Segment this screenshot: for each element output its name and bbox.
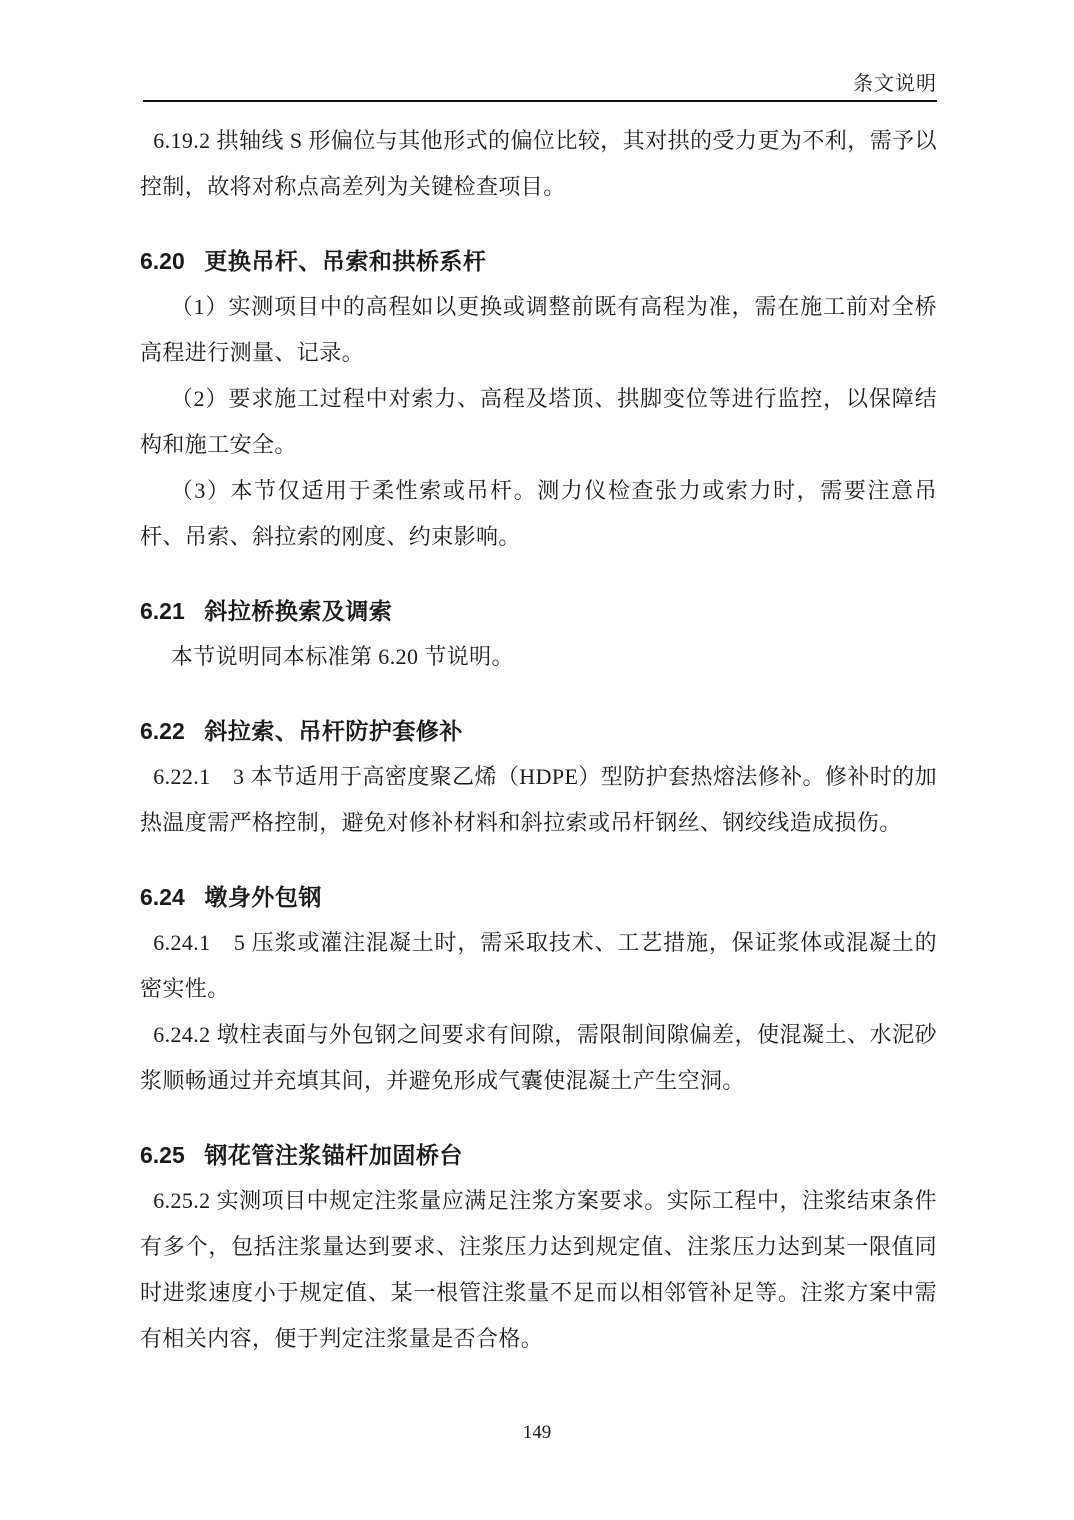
clause-6-25-2: 6.25.2 实测项目中规定注浆量应满足注浆方案要求。实际工程中，注浆结束条件有多个，包括注浆量达到要求、注浆压力达到规定值、注浆压力达到某一限值同时进浆速度小于规定值、某一根管注浆量不足而以相邻管补足等。注浆方案中需有相关内容，便于判定注浆量是否合格。: [140, 1188, 937, 1351]
item-6-20-2: （2）要求施工过程中对索力、高程及塔顶、拱脚变位等进行监控，以保障结构和施工安全。: [140, 386, 937, 457]
section-title: 斜拉索、吊杆防护套修补: [204, 718, 463, 744]
section-number: 6.21: [140, 598, 185, 624]
section-number: 6.25: [140, 1142, 185, 1168]
document-body: [140, 102, 937, 1362]
section-heading-6-21: [140, 588, 937, 634]
clause-6-24-1: 6.24.1 5 压浆或灌注混凝土时，需采取技术、工艺措施，保证浆体或混凝土的密实性。: [140, 930, 937, 1001]
running-title: 条文说明: [853, 73, 937, 95]
section-number: 6.22: [140, 718, 185, 744]
page-footer: [0, 1423, 1074, 1443]
section-number: 6.20: [140, 248, 185, 274]
item-6-20-3: （3）本节仅适用于柔性索或吊杆。测力仪检查张力或索力时，需要注意吊杆、吊索、斜拉索的刚度、约束影响。: [140, 478, 937, 549]
clause-6-22-1: 6.22.1 3 本节适用于高密度聚乙烯（HDPE）型防护套热熔法修补。修补时的加热温度需严格控制，避免对修补材料和斜拉索或吊杆钢丝、钢绞线造成损伤。: [140, 764, 937, 835]
section-title: 墩身外包钢: [204, 884, 322, 910]
clause-6-19-2: 6.19.2 拱轴线 S 形偏位与其他形式的偏位比较，其对拱的受力更为不利，需予以控制，故将对称点高差列为关键检查项目。: [140, 128, 937, 199]
section-heading-6-25: [140, 1132, 937, 1178]
section-title: 钢花管注浆锚杆加固桥台: [204, 1142, 463, 1168]
para-6-21: 本节说明同本标准第 6.20 节说明。: [170, 644, 514, 669]
section-title: 斜拉桥换索及调索: [204, 598, 393, 624]
section-heading-6-24: [140, 874, 937, 920]
section-heading-6-22: [140, 708, 937, 754]
section-heading-6-20: [140, 238, 937, 284]
section-title: 更换吊杆、吊索和拱桥系杆: [204, 248, 487, 274]
clause-6-24-2: 6.24.2 墩柱表面与外包钢之间要求有间隙，需限制间隙偏差，使混凝土、水泥砂浆顺畅通过并充填其间，并避免形成气囊使混凝土产生空洞。: [140, 1022, 937, 1093]
page-header: [143, 73, 937, 102]
section-number: 6.24: [140, 884, 185, 910]
item-6-20-1: （1）实测项目中的高程如以更换或调整前既有高程为准，需在施工前对全桥高程进行测量、记录。: [140, 294, 937, 365]
page-number: 149: [522, 1422, 552, 1443]
